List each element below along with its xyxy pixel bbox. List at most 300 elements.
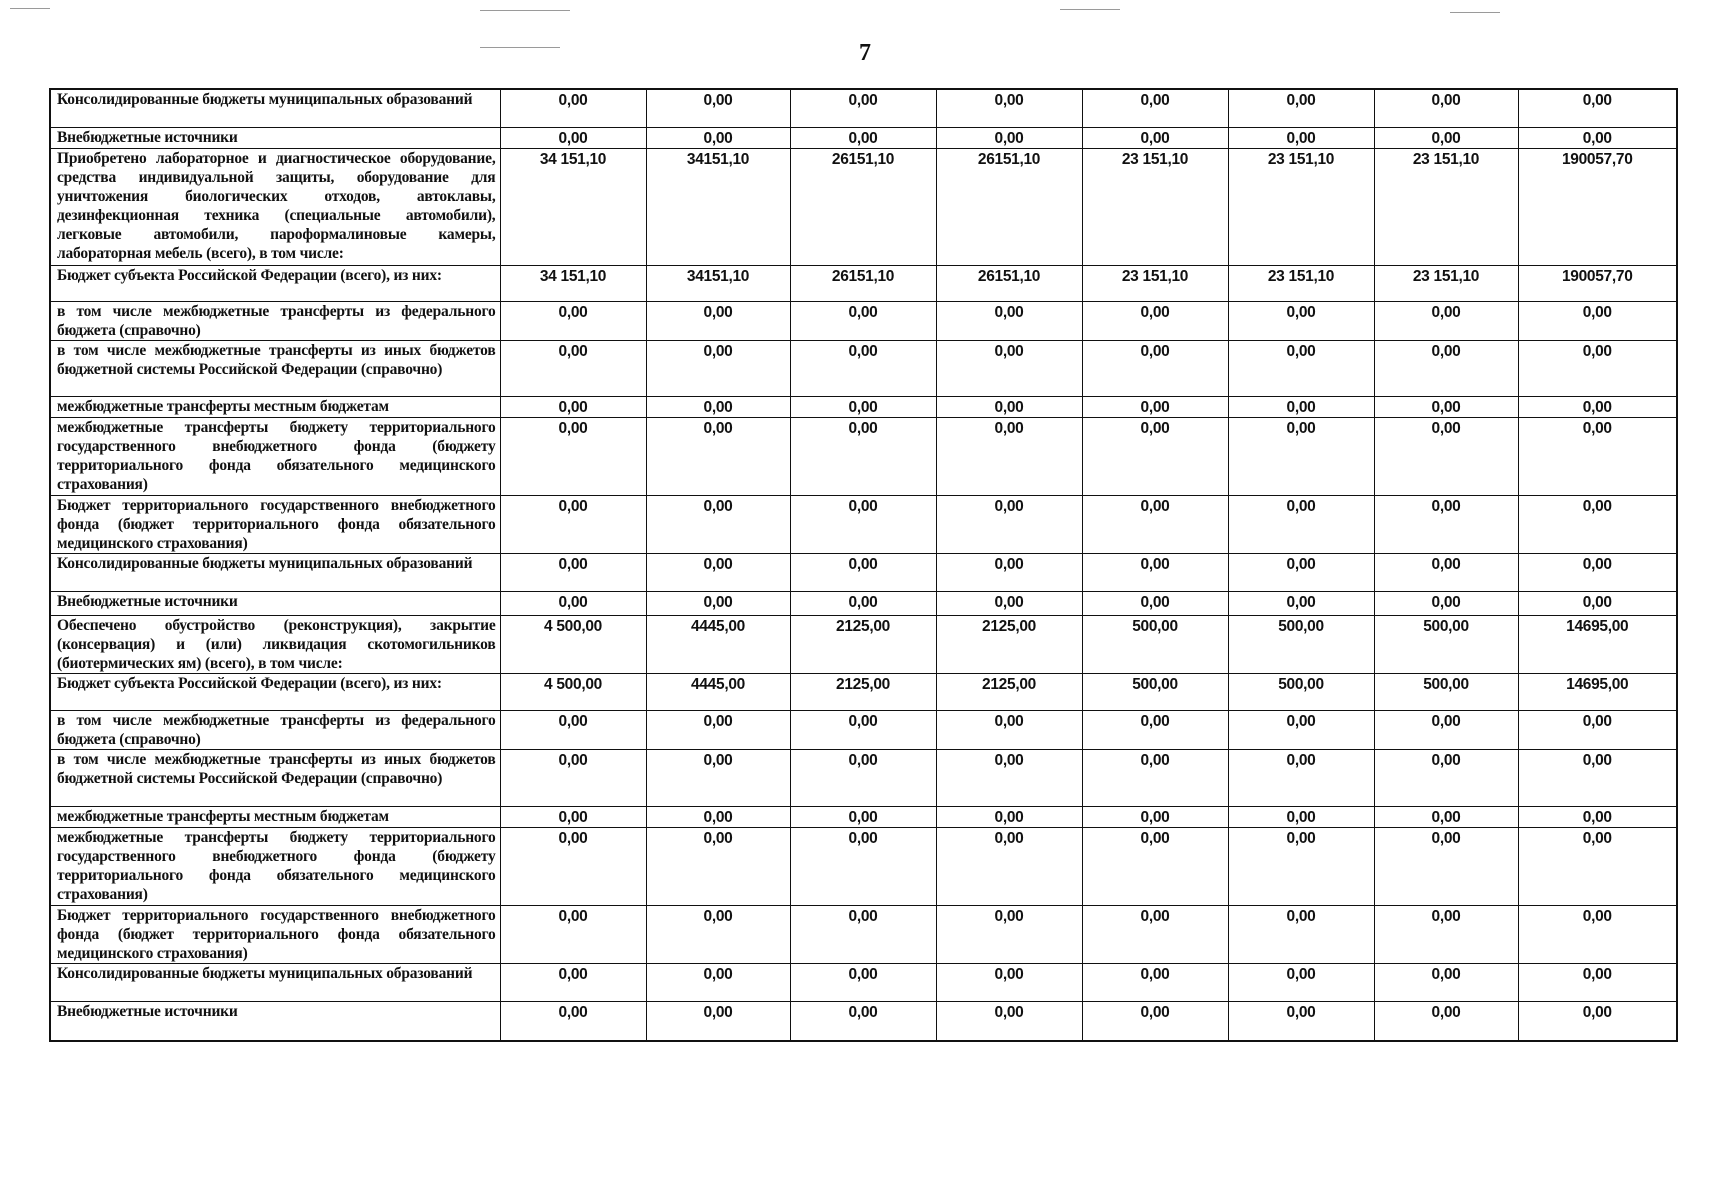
value-cell [790,495,936,553]
value-text: 0,00 [994,92,1024,109]
value-text: 0,00 [848,593,878,611]
value-cell [500,615,646,673]
value-cell [500,710,646,749]
value-cell [500,806,646,827]
value-cell [1082,827,1228,905]
value-cell [1374,749,1518,806]
value-cell [936,806,1082,827]
table-row [50,673,1677,710]
value-text: 0,00 [1140,92,1170,109]
value-cell [500,963,646,1001]
value-cell [500,827,646,905]
value-text: 0,00 [1286,555,1316,573]
value-text: 0,00 [558,303,588,321]
table-row [50,148,1677,265]
value-cell [646,340,790,396]
row-label: в том числе межбюджетные трансферты из иных бюджетов бюджетной системы Российской Федерации (справочно) [50,340,500,396]
value-cell [936,905,1082,963]
value-text: 0,00 [994,712,1024,730]
value-cell [936,89,1082,127]
value-text: 0,00 [848,129,878,147]
value-text: 0,00 [994,593,1024,611]
row-label: Внебюджетные источники [50,591,500,615]
value-cell [1228,710,1374,749]
value-text: 0,00 [1286,808,1316,826]
value-text: 0,00 [1140,398,1170,416]
value-text: 0,00 [1286,965,1316,983]
value-text: 0,00 [848,342,878,360]
value-cell [1082,710,1228,749]
value-text: 0,00 [703,907,733,925]
value-cell [790,127,936,148]
value-cell [646,148,790,265]
value-cell [1082,806,1228,827]
table-row [50,749,1677,806]
value-cell [1374,148,1518,265]
value-cell [1082,673,1228,710]
table-row [50,553,1677,591]
value-text: 0,00 [558,593,588,611]
value-text: 0,00 [1140,965,1170,983]
value-cell [1082,396,1228,417]
value-cell [1082,905,1228,963]
value-text: 0,00 [994,497,1024,515]
value-text: 0,00 [994,342,1024,360]
value-text: 0,00 [994,751,1024,769]
value-text: 0,00 [703,419,733,437]
value-cell [1082,495,1228,553]
value-text: 0,00 [994,398,1024,416]
value-text: 4445,00 [691,617,745,635]
value-cell [1082,1001,1228,1041]
value-cell [1374,827,1518,905]
value-cell [1518,495,1677,553]
table-row [50,1001,1677,1041]
value-text: 0,00 [1431,303,1461,321]
value-cell [646,827,790,905]
value-cell [936,495,1082,553]
value-text: 0,00 [703,497,733,515]
value-text: 0,00 [1286,829,1316,847]
value-text: 23 151,10 [1412,150,1480,168]
value-text: 0,00 [1286,342,1316,360]
value-cell [790,827,936,905]
value-cell [500,673,646,710]
value-cell [646,591,790,615]
value-cell [936,673,1082,710]
value-text: 0,00 [558,808,588,826]
value-cell [646,127,790,148]
value-cell [1374,591,1518,615]
value-text: 0,00 [703,129,733,147]
value-cell [790,963,936,1001]
value-cell [500,495,646,553]
row-label: Приобретено лабораторное и диагностическое оборудование, средства индивидуальной защиты, оборудование для уничтожения биологических отходов, автоклавы, дезинфекционная техника (специальные автомобили), легковые автомобили, пароформалиновые камеры, лабораторная мебель (всего), в том числе: [50,148,500,265]
value-cell [1082,127,1228,148]
value-cell [790,749,936,806]
value-cell [936,148,1082,265]
value-text: 0,00 [1582,1003,1612,1021]
value-cell [936,553,1082,591]
table-row [50,963,1677,1001]
value-cell [1082,963,1228,1001]
row-label: межбюджетные трансферты местным бюджетам [50,396,500,417]
value-text: 0,00 [1286,751,1316,769]
value-text: 0,00 [1582,129,1612,147]
value-text: 500,00 [1278,617,1324,635]
row-label: в том числе межбюджетные трансферты из федерального бюджета (справочно) [50,710,500,749]
value-text: 0,00 [1286,907,1316,925]
value-cell [646,495,790,553]
value-cell [1374,495,1518,553]
row-label: Бюджет территориального государственного внебюджетного фонда (бюджет территориального фонда обязательного медицинского страхования) [50,905,500,963]
value-text: 0,00 [848,398,878,416]
value-text: 500,00 [1132,675,1178,693]
value-cell [1374,265,1518,301]
value-cell [1374,417,1518,495]
value-text: 0,00 [1140,712,1170,730]
value-cell [500,301,646,340]
value-text: 0,00 [848,419,878,437]
value-text: 0,00 [994,965,1024,983]
value-text: 0,00 [1140,751,1170,769]
value-cell [936,417,1082,495]
value-cell [790,265,936,301]
row-label: Обеспечено обустройство (реконструкция), закрытие (консервация) и (или) ликвидация скотомогильников (биотермических ям) (всего), в том числе: [50,615,500,673]
value-text: 0,00 [1582,342,1612,360]
value-cell [936,710,1082,749]
value-text: 0,00 [558,342,588,360]
value-text: 0,00 [848,555,878,573]
table-row [50,615,1677,673]
value-text: 0,00 [1140,593,1170,611]
value-cell [1228,495,1374,553]
value-text: 14695,00 [1566,675,1629,693]
value-text: 0,00 [1140,497,1170,515]
row-label: в том числе межбюджетные трансферты из федерального бюджета (справочно) [50,301,500,340]
value-cell [500,340,646,396]
value-cell [1374,806,1518,827]
value-cell [1228,396,1374,417]
table-row [50,495,1677,553]
value-text: 0,00 [1140,419,1170,437]
row-label: Бюджет территориального государственного внебюджетного фонда (бюджет территориального фонда обязательного медицинского страхования) [50,495,500,553]
value-text: 0,00 [1431,808,1461,826]
value-cell [1518,806,1677,827]
value-cell [1082,553,1228,591]
value-cell [646,553,790,591]
value-cell [1518,301,1677,340]
value-text: 0,00 [1431,593,1461,611]
value-text: 0,00 [1431,419,1461,437]
value-cell [790,553,936,591]
value-text: 0,00 [1140,907,1170,925]
value-text: 0,00 [1286,419,1316,437]
value-text: 26151,10 [831,267,895,285]
value-text: 0,00 [703,303,733,321]
value-cell [1518,591,1677,615]
value-cell [936,340,1082,396]
value-cell [1228,673,1374,710]
value-text: 0,00 [994,1003,1024,1021]
value-text: 0,00 [703,1003,733,1021]
value-text: 0,00 [994,829,1024,847]
row-label: Внебюджетные источники [50,1001,500,1041]
value-cell [500,905,646,963]
value-cell [1374,673,1518,710]
value-cell [1228,591,1374,615]
value-cell [1518,417,1677,495]
value-text: 2125,00 [982,675,1036,693]
table-row [50,127,1677,148]
scan-artifact [480,10,570,11]
value-cell [1082,301,1228,340]
value-cell [1082,89,1228,127]
value-text: 0,00 [1582,907,1612,925]
value-cell [500,265,646,301]
table-row [50,591,1677,615]
value-cell [500,553,646,591]
value-cell [646,396,790,417]
value-cell [646,417,790,495]
value-text: 0,00 [1582,808,1612,826]
value-cell [646,806,790,827]
value-cell [936,1001,1082,1041]
value-text: 190057,70 [1561,150,1633,168]
value-text: 0,00 [703,965,733,983]
value-text: 0,00 [1582,419,1612,437]
value-text: 0,00 [994,129,1024,147]
value-text: 500,00 [1423,617,1469,635]
value-cell [1374,553,1518,591]
value-text: 0,00 [1431,92,1461,109]
value-cell [790,301,936,340]
value-cell [1082,148,1228,265]
value-text: 0,00 [703,712,733,730]
value-cell [1228,615,1374,673]
value-cell [646,89,790,127]
value-cell [646,963,790,1001]
value-cell [500,417,646,495]
value-text: 0,00 [558,907,588,925]
value-text: 0,00 [1140,129,1170,147]
row-label: межбюджетные трансферты бюджету территориального государственного внебюджетного фонда (бюджету территориального фонда обязательного медицинского страхования) [50,827,500,905]
value-cell [1374,89,1518,127]
value-text: 0,00 [703,829,733,847]
value-cell [936,301,1082,340]
table-row [50,396,1677,417]
value-cell [1518,615,1677,673]
value-text: 0,00 [703,593,733,611]
scan-artifact [1060,9,1120,10]
value-cell [1374,963,1518,1001]
value-cell [1228,963,1374,1001]
value-text: 4 500,00 [544,617,602,635]
value-text: 0,00 [1582,555,1612,573]
value-cell [646,673,790,710]
value-cell [790,673,936,710]
value-text: 0,00 [1286,1003,1316,1021]
value-text: 34151,10 [686,267,750,285]
value-cell [1228,553,1374,591]
value-cell [646,710,790,749]
value-cell [790,396,936,417]
value-cell [500,89,646,127]
value-text: 0,00 [1286,398,1316,416]
value-cell [1374,710,1518,749]
value-text: 0,00 [1286,593,1316,611]
value-cell [1082,749,1228,806]
row-label: Внебюджетные источники [50,127,500,148]
value-text: 190057,70 [1561,267,1633,285]
value-text: 4 500,00 [544,675,602,693]
value-cell [500,749,646,806]
value-cell [790,591,936,615]
value-cell [936,963,1082,1001]
value-text: 0,00 [1140,808,1170,826]
value-text: 23 151,10 [1121,267,1189,285]
row-label: межбюджетные трансферты бюджету территориального государственного внебюджетного фонда (бюджету территориального фонда обязательного медицинского страхования) [50,417,500,495]
value-text: 0,00 [994,303,1024,321]
table-row [50,710,1677,749]
value-text: 0,00 [1431,712,1461,730]
value-text: 0,00 [1582,303,1612,321]
value-cell [1374,615,1518,673]
value-text: 26151,10 [831,150,895,168]
value-cell [500,127,646,148]
value-text: 0,00 [703,555,733,573]
value-text: 2125,00 [836,617,890,635]
value-text: 0,00 [1286,92,1316,109]
value-text: 0,00 [848,829,878,847]
value-text: 0,00 [1431,497,1461,515]
value-cell [500,1001,646,1041]
value-cell [646,615,790,673]
value-cell [1082,417,1228,495]
value-text: 0,00 [558,751,588,769]
value-cell [790,417,936,495]
value-text: 0,00 [703,751,733,769]
value-text: 0,00 [1582,497,1612,515]
value-text: 0,00 [1431,129,1461,147]
value-cell [1374,396,1518,417]
value-text: 0,00 [1431,907,1461,925]
value-cell [1518,127,1677,148]
value-cell [1228,827,1374,905]
value-cell [1374,905,1518,963]
value-text: 2125,00 [982,617,1036,635]
value-cell [1518,963,1677,1001]
value-text: 4445,00 [691,675,745,693]
value-text: 0,00 [1431,342,1461,360]
value-cell [1518,89,1677,127]
value-cell [1374,1001,1518,1041]
value-cell [1082,591,1228,615]
value-cell [1228,127,1374,148]
value-text: 0,00 [1582,751,1612,769]
value-text: 23 151,10 [1121,150,1189,168]
value-cell [1228,1001,1374,1041]
table-row [50,827,1677,905]
table-row [50,89,1677,127]
value-cell [1228,89,1374,127]
value-text: 0,00 [994,907,1024,925]
value-text: 0,00 [558,965,588,983]
value-cell [1518,1001,1677,1041]
value-cell [1228,806,1374,827]
value-cell [1518,710,1677,749]
value-cell [936,749,1082,806]
table-row [50,806,1677,827]
value-cell [1374,127,1518,148]
value-cell [790,710,936,749]
value-cell [646,301,790,340]
table-row [50,265,1677,301]
value-cell [936,265,1082,301]
value-text: 0,00 [994,808,1024,826]
value-text: 0,00 [1431,1003,1461,1021]
value-cell [936,591,1082,615]
value-text: 0,00 [1140,829,1170,847]
value-cell [790,806,936,827]
value-cell [1228,301,1374,340]
scan-artifact [1450,12,1500,13]
value-text: 0,00 [1431,829,1461,847]
value-cell [1374,340,1518,396]
value-cell [1518,749,1677,806]
value-text: 2125,00 [836,675,890,693]
value-text: 0,00 [848,965,878,983]
value-text: 34 151,10 [539,150,607,168]
value-cell [646,749,790,806]
value-cell [790,1001,936,1041]
value-text: 0,00 [848,1003,878,1021]
value-text: 34151,10 [686,150,750,168]
table-row [50,301,1677,340]
value-text: 0,00 [558,419,588,437]
value-cell [1228,749,1374,806]
value-text: 0,00 [558,398,588,416]
value-cell [1374,301,1518,340]
value-text: 0,00 [558,129,588,147]
value-text: 500,00 [1423,675,1469,693]
value-text: 0,00 [1431,555,1461,573]
value-cell [1228,905,1374,963]
row-label: в том числе межбюджетные трансферты из иных бюджетов бюджетной системы Российской Федерации (справочно) [50,749,500,806]
row-label: межбюджетные трансферты местным бюджетам [50,806,500,827]
value-text: 23 151,10 [1412,267,1480,285]
value-cell [646,1001,790,1041]
value-text: 14695,00 [1566,617,1629,635]
value-cell [1518,673,1677,710]
value-text: 0,00 [1582,92,1612,109]
value-cell [1518,148,1677,265]
value-cell [1518,340,1677,396]
value-text: 500,00 [1278,675,1324,693]
value-text: 0,00 [1582,829,1612,847]
value-cell [1082,265,1228,301]
value-text: 0,00 [703,92,733,109]
value-text: 0,00 [1286,712,1316,730]
value-text: 500,00 [1132,617,1178,635]
value-cell [500,148,646,265]
value-cell [790,615,936,673]
value-text: 0,00 [703,398,733,416]
table-row [50,340,1677,396]
value-cell [646,905,790,963]
row-label: Консолидированные бюджеты муниципальных образований [50,89,500,127]
table-row [50,417,1677,495]
